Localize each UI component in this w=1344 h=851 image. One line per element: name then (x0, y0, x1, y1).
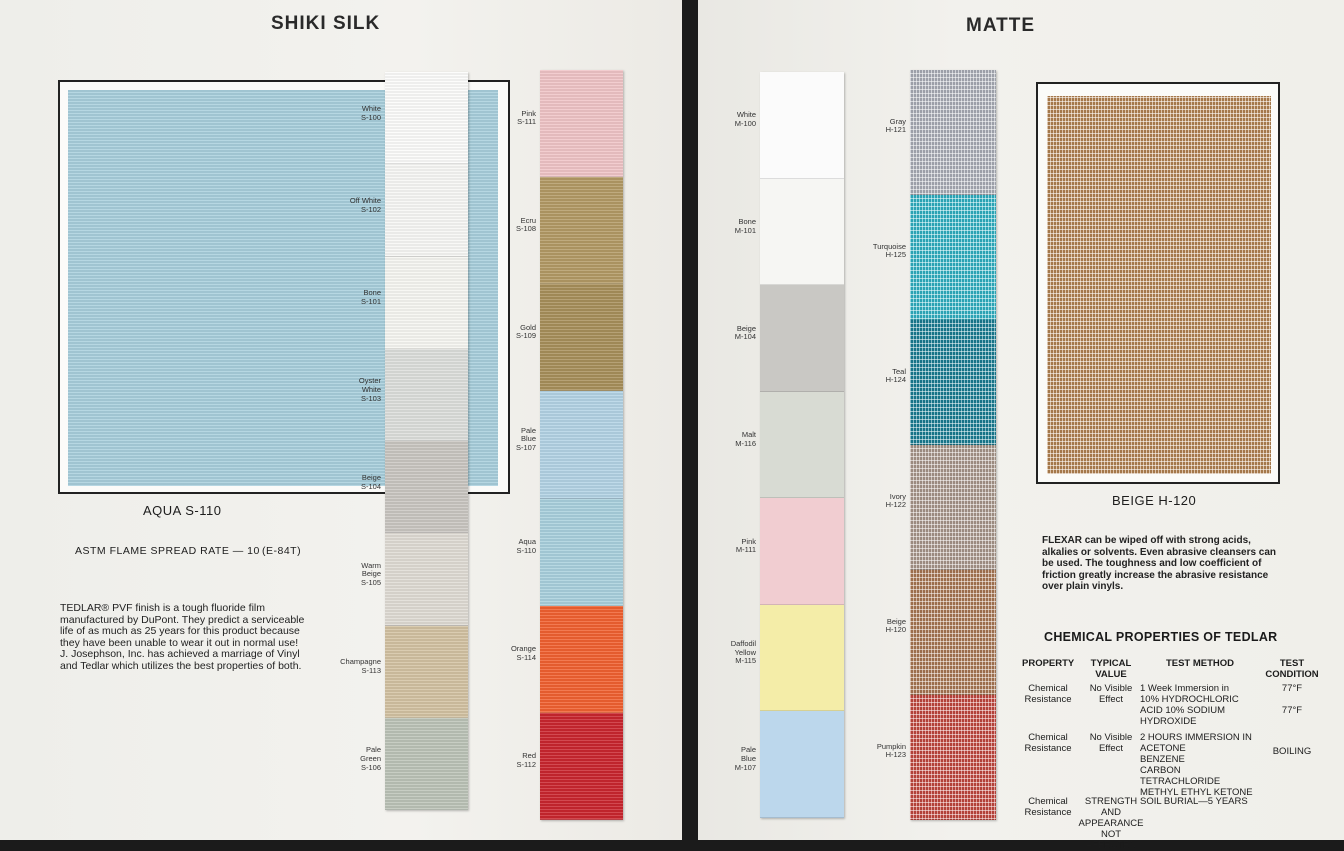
color-chip (540, 284, 623, 391)
color-chip (540, 499, 623, 606)
featured-sample-caption: BEIGE H-120 (1112, 493, 1197, 508)
tedlar-description: TEDLAR® PVF finish is a tough fluoride film manufactured by DuPont. They predict a serviceable life of as much as 25 years for this product because they have been unable to wear it out in normal use! J. Josephson, Inc. has achieved a marriage of Vinyl and Tedlar which utilizes the best properties of both. (60, 602, 305, 672)
table-header-cell: TEST METHOD (1165, 658, 1235, 669)
table-cell: BOILING (1272, 746, 1312, 757)
color-chip (760, 605, 844, 712)
chip-label: Beige H-120 (885, 616, 906, 635)
chip-label: White S-100 (360, 103, 381, 122)
matte-page (698, 0, 1344, 851)
color-chip (760, 711, 844, 818)
color-chip (385, 441, 468, 533)
chip-label: Bone M-101 (734, 216, 756, 235)
table-cell: No Visible Effect (1089, 683, 1133, 705)
chip-label: Pale Blue S-107 (515, 425, 536, 452)
chip-label: Pale Green S-106 (360, 745, 381, 772)
chip-label: Pink M-111 (735, 536, 756, 555)
table-cell: SOIL BURIAL—5 YEARS (1140, 796, 1248, 807)
chip-label: Oyster White S-103 (358, 376, 381, 403)
color-chip (385, 349, 468, 441)
chip-label: Ecru S-108 (515, 215, 536, 234)
table-cell: STRENGTH AND APPEARANCE NOT AFFECTED (1078, 796, 1144, 851)
color-chip (910, 445, 996, 570)
table-cell: Chemical Resistance (1024, 732, 1072, 754)
featured-sample-frame (1036, 82, 1280, 484)
flame-spread-rate: ASTM FLAME SPREAD RATE — 10 (75, 545, 260, 557)
swatch-strip-2 (910, 70, 996, 820)
chip-label: Bone S-101 (360, 288, 381, 306)
color-chip (385, 257, 468, 349)
chip-label: Orange S-114 (510, 644, 536, 662)
color-chip (910, 570, 996, 695)
color-chip (910, 320, 996, 445)
color-chip (385, 533, 468, 625)
table-cell: No Visible Effect (1089, 732, 1133, 754)
color-chip (385, 164, 468, 256)
chip-label: Malt M-116 (735, 430, 756, 448)
table-cell: 77°F 77°F (1281, 683, 1303, 716)
chip-label: Red S-112 (516, 751, 536, 770)
page-title: MATTE (966, 15, 1036, 36)
color-chip (540, 391, 623, 498)
chip-label: Gray H-121 (885, 116, 906, 135)
color-chip (910, 70, 996, 195)
color-chip (760, 498, 844, 605)
flexar-description: FLEXAR can be wiped off with strong acids, alkalies or solvents. Even abrasive cleansers can be used. The toughness and low coefficient of friction greatly increase the abrasive resistance over plain vinyls. (1042, 535, 1277, 592)
color-chip (760, 179, 844, 286)
chip-label: Daffodil Yellow M-115 (730, 638, 756, 666)
color-chip (385, 626, 468, 718)
table-cell: Chemical Resistance (1024, 683, 1072, 705)
featured-sample-swatch (1047, 96, 1271, 474)
swatch-strip-2 (540, 70, 623, 820)
color-chip (385, 72, 468, 164)
color-chip (910, 695, 996, 820)
color-chip (760, 392, 844, 499)
chip-label: Off White S-102 (349, 196, 381, 214)
featured-sample-caption: AQUA S-110 (143, 503, 222, 518)
chip-label: Beige S-104 (360, 472, 381, 491)
color-chip (385, 718, 468, 810)
table-cell: 2 HOURS IMMERSION IN ACETONE BENZENE CARBON TETRACHLORIDE METHYL ETHYL KETONE (1140, 732, 1253, 798)
color-chip (540, 606, 623, 713)
chip-label: Warm Beige S-105 (360, 560, 381, 588)
chip-label: Champagne S-113 (340, 657, 381, 675)
color-chip (540, 177, 623, 284)
color-chip (540, 70, 623, 177)
chip-label: Pink S-111 (517, 108, 536, 127)
color-chip (760, 285, 844, 392)
page-title: SHIKI SILK (271, 13, 381, 34)
table-header-cell: TEST CONDITION (1265, 658, 1319, 680)
swatch-strip-1 (760, 72, 844, 818)
table-cell: 1 Week Immersion in 10% HYDROCHLORIC ACID 10% SODIUM HYDROXIDE (1140, 683, 1239, 727)
swatch-strip-1 (385, 72, 468, 810)
chip-label: Beige M-104 (734, 323, 756, 342)
flame-spread-code: (E-84T) (262, 545, 302, 557)
chip-label: Pale Blue M-107 (734, 745, 756, 772)
chip-label: Pumpkin H-123 (876, 741, 906, 760)
table-header-cell: PROPERTY (1022, 658, 1075, 669)
chip-label: Aqua S-110 (516, 537, 536, 555)
chip-label: Gold S-109 (515, 322, 536, 341)
chip-label: Turquoise H-125 (872, 241, 906, 260)
chip-label: White M-100 (734, 110, 756, 128)
table-header-cell: TYPICAL VALUE (1090, 658, 1132, 680)
color-chip (760, 72, 844, 179)
chip-label: Teal H-124 (885, 366, 906, 385)
color-chip (910, 195, 996, 320)
table-cell: Chemical Resistance (1024, 796, 1072, 818)
chem-table-title: CHEMICAL PROPERTIES OF TEDLAR (1044, 630, 1278, 644)
color-chip (540, 713, 623, 820)
chip-label: Ivory H-122 (885, 491, 906, 510)
